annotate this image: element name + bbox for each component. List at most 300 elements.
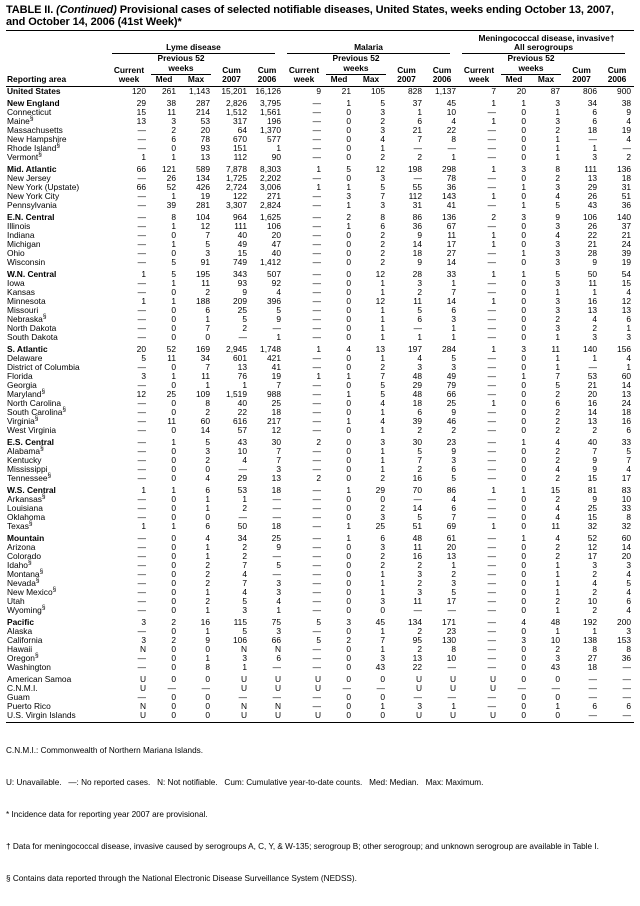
value-cell: 67 (446, 220, 457, 231)
value-cell: 188 (196, 295, 210, 306)
value-cell: 43 (587, 199, 598, 210)
value-cell: 5 (380, 388, 385, 399)
value-cell: — (137, 586, 146, 597)
value-cell: — (600, 711, 634, 723)
value-cell: 5 (555, 379, 561, 390)
value-cell: 40 (237, 229, 247, 240)
value-cell: 18 (587, 661, 598, 672)
value-cell: 111 (584, 163, 598, 174)
value-cell: 0 (346, 268, 351, 279)
value-cell: 2,945 (226, 343, 247, 354)
reporting-area-cell: New Hampshire (7, 133, 67, 144)
value-cell: 1,519 (226, 388, 247, 399)
value-cell: 1 (205, 502, 210, 513)
value-cell: — (238, 463, 247, 474)
value-cell: — (312, 190, 321, 201)
value-cell: 1,137 (435, 85, 457, 96)
value-cell: 7 (205, 361, 210, 372)
value-cell: 1 (346, 415, 351, 426)
value-cell: U (139, 673, 146, 684)
value-cell: 1 (380, 304, 385, 315)
value-cell: 0 (521, 559, 527, 570)
value-cell: 12 (621, 295, 632, 306)
value-cell: 53 (237, 484, 247, 495)
reporting-area-cell: Arkansas§ (7, 492, 46, 504)
value-cell: 8 (626, 511, 632, 522)
value-cell: — (312, 595, 321, 606)
value-cell: 1 (276, 604, 281, 615)
value-cell: 7 (380, 190, 385, 201)
value-cell: — (312, 445, 321, 456)
reporting-area-cell: Arizona (7, 541, 36, 552)
value-cell: 32 (587, 520, 598, 531)
value-cell: 0 (171, 700, 176, 711)
value-cell: 2 (205, 406, 210, 417)
value-cell: 10 (446, 106, 457, 117)
value-cell: 2 (555, 595, 561, 606)
col-header-current-week: Current week (459, 54, 499, 86)
value-cell: 1 (346, 370, 351, 381)
value-cell: 17 (587, 550, 598, 561)
value-cell: 33 (621, 436, 632, 447)
reporting-area-cell: Iowa (7, 277, 25, 288)
reporting-area-cell: New York City (7, 190, 60, 201)
value-cell: 1 (521, 268, 527, 279)
value-cell: 30 (271, 436, 281, 447)
value-cell: 1 (380, 568, 385, 579)
table-row (6, 162, 634, 174)
table-row (6, 333, 634, 342)
value-cell: — (272, 493, 281, 504)
value-cell: 7 (205, 322, 210, 333)
value-cell: 0 (521, 604, 527, 615)
value-cell: 2 (380, 151, 385, 162)
value-cell: 197 (408, 343, 422, 354)
value-cell: 1 (171, 370, 176, 381)
value-cell: — (447, 691, 457, 702)
value-cell: 7 (555, 370, 561, 381)
value-cell: 0 (529, 711, 563, 723)
value-cell: 2 (205, 454, 210, 465)
value-cell: 2 (555, 445, 561, 456)
value-cell: 298 (442, 163, 457, 174)
reporting-area-cell: C.N.M.I. (7, 682, 38, 693)
value-cell: 0 (171, 322, 176, 333)
value-cell: 1 (451, 331, 457, 342)
value-cell: 0 (346, 445, 351, 456)
value-cell: 5 (380, 379, 385, 390)
value-cell: 15 (136, 106, 146, 117)
value-cell: 52 (166, 343, 176, 354)
value-cell: 33 (621, 502, 632, 513)
value-cell: 0 (380, 691, 385, 702)
value-cell: — (487, 472, 497, 483)
value-cell: 2 (417, 151, 422, 162)
value-cell: — (312, 541, 321, 552)
value-cell: 3 (555, 652, 561, 663)
reporting-area-cell: New York (Upstate) (7, 181, 80, 192)
reporting-area-cell: Texas§ (7, 519, 33, 531)
value-cell: 45 (375, 616, 385, 627)
value-cell: — (487, 133, 497, 144)
value-cell: — (312, 151, 321, 162)
value-cell: 4 (380, 397, 385, 408)
value-cell: 13 (136, 115, 146, 126)
value-cell: 31 (412, 199, 422, 210)
value-cell: — (137, 415, 146, 426)
value-cell: 5 (276, 304, 281, 315)
value-cell: 1 (380, 424, 385, 435)
table-body (6, 86, 634, 722)
value-cell: 6 (592, 700, 598, 711)
value-cell: 0 (521, 415, 527, 426)
value-cell: 3 (380, 199, 385, 210)
value-cell: — (413, 172, 422, 183)
reporting-area-cell: Idaho§ (7, 558, 32, 570)
value-cell: 2 (205, 286, 210, 297)
value-cell: 5 (141, 352, 146, 363)
value-cell: 1 (242, 379, 247, 390)
value-cell: 11 (167, 352, 176, 363)
value-cell: 1 (592, 286, 598, 297)
value-cell: 66 (136, 163, 146, 174)
value-cell: 1 (171, 220, 176, 231)
value-cell: — (487, 361, 497, 372)
value-cell: 6 (626, 313, 632, 324)
value-cell: 3 (555, 295, 561, 306)
reporting-area-cell: Massachusetts (7, 124, 63, 135)
value-cell: 33 (446, 268, 457, 279)
value-cell: — (312, 322, 321, 333)
value-cell: — (487, 304, 497, 315)
value-cell: 15 (550, 484, 561, 495)
table-row (6, 267, 634, 279)
value-cell: 143 (442, 190, 457, 201)
value-cell: 95 (412, 634, 422, 645)
value-cell: — (137, 472, 146, 483)
reporting-area-cell: Wyoming§ (7, 603, 46, 615)
value-cell: 0 (346, 568, 351, 579)
value-cell: 0 (521, 142, 527, 153)
group-lyme-label: Lyme disease (112, 43, 275, 54)
value-cell: 138 (583, 634, 598, 645)
value-cell: 1 (316, 163, 321, 174)
value-cell: 4 (205, 472, 210, 483)
value-cell: 50 (587, 268, 598, 279)
value-cell: 2 (417, 286, 422, 297)
value-cell: — (487, 616, 497, 627)
value-cell: 50 (237, 520, 247, 531)
value-cell: 0 (346, 286, 351, 297)
value-cell: 2 (380, 472, 385, 483)
value-cell: 8 (592, 643, 598, 654)
value-cell: — (312, 532, 321, 543)
value-cell: 7 (276, 445, 281, 456)
value-cell: — (342, 682, 351, 693)
value-cell: 40 (587, 436, 598, 447)
value-cell: — (487, 220, 497, 231)
table-row (6, 606, 634, 615)
value-cell: 45 (446, 97, 457, 108)
value-cell: — (487, 199, 497, 210)
value-cell: 0 (346, 304, 351, 315)
value-cell: — (137, 445, 146, 456)
value-cell: — (312, 115, 321, 126)
value-cell: 0 (521, 220, 527, 231)
value-cell: 3 (380, 511, 385, 522)
value-cell: 120 (132, 85, 146, 96)
value-cell: 0 (346, 454, 351, 465)
footnote-dagger: † Data for meningococcal disease, invasive caused by serogroups A, C, Y, & W-135; serogroup B; other serogroup; and unknown serogroup are available in Table I. (6, 841, 599, 851)
value-cell: 2 (242, 502, 247, 513)
group-meningococcal-top: Meningococcal disease, invasive† (478, 32, 615, 43)
value-cell: 2 (171, 124, 176, 135)
value-cell: — (447, 142, 457, 153)
value-cell: — (312, 463, 321, 474)
value-cell: 1 (491, 268, 497, 279)
value-cell: 4 (276, 595, 281, 606)
value-cell: — (312, 586, 321, 597)
value-cell: 122 (233, 190, 247, 201)
value-cell: 20 (516, 85, 527, 96)
value-cell: — (137, 595, 146, 606)
value-cell: 93 (200, 142, 210, 153)
value-cell: 0 (205, 331, 210, 342)
value-cell: 16 (412, 550, 422, 561)
value-cell: 601 (233, 352, 247, 363)
value-cell: 0 (171, 673, 176, 684)
reporting-area-cell: Utah (7, 595, 25, 606)
value-cell: 0 (171, 511, 176, 522)
col-header-max: Max (529, 75, 563, 86)
value-cell: 20 (200, 124, 210, 135)
value-cell: 1 (555, 133, 561, 144)
value-cell: 0 (346, 379, 351, 390)
value-cell: 3 (521, 343, 527, 354)
value-cell: 171 (442, 616, 457, 627)
value-cell: 37 (621, 220, 632, 231)
value-cell: 1 (316, 370, 321, 381)
value-cell: 8,303 (260, 163, 281, 174)
value-cell: 1 (205, 586, 210, 597)
value-cell: 39 (621, 247, 632, 258)
value-cell: 20 (271, 229, 281, 240)
col-header-cum-2006: Cum 2006 (600, 54, 634, 86)
value-cell: 0 (521, 313, 527, 324)
value-cell: 0 (521, 511, 527, 522)
value-cell: 1 (555, 361, 561, 372)
value-cell: 2 (555, 541, 561, 552)
value-cell: 0 (346, 595, 351, 606)
value-cell: 0 (346, 550, 351, 561)
value-cell: 1 (242, 661, 247, 672)
value-cell: 5 (451, 472, 457, 483)
reporting-area-cell: Rhode Island§ (7, 141, 60, 153)
value-cell: 0 (324, 711, 354, 723)
value-cell: 26 (166, 172, 176, 183)
value-cell: 76 (237, 370, 247, 381)
value-cell: 2 (380, 115, 385, 126)
value-cell: 507 (267, 268, 281, 279)
reporting-area-cell: S. Atlantic (7, 343, 48, 354)
value-cell: 1 (491, 229, 497, 240)
value-cell: 30 (412, 436, 422, 447)
value-cell: — (312, 352, 321, 363)
value-cell: 3 (555, 247, 561, 258)
value-cell: — (487, 577, 497, 588)
value-cell: 36 (621, 199, 632, 210)
value-cell: 4 (555, 463, 561, 474)
value-cell: 169 (196, 343, 210, 354)
value-cell: 3 (592, 151, 598, 162)
value-cell: 4 (626, 286, 632, 297)
value-cell: 2 (171, 634, 176, 645)
value-cell: — (238, 331, 247, 342)
value-cell: 3 (417, 568, 422, 579)
value-cell: 40 (271, 247, 281, 258)
value-cell: 200 (617, 616, 632, 627)
value-cell: 7 (491, 85, 497, 96)
value-cell: 1 (451, 559, 457, 570)
value-cell: — (312, 199, 321, 210)
value-cell: 5 (417, 511, 422, 522)
value-cell: — (137, 493, 146, 504)
value-cell: 156 (617, 343, 632, 354)
value-cell: 7 (417, 133, 422, 144)
value-cell: 5 (626, 445, 632, 456)
value-cell: 18 (621, 406, 632, 417)
value-cell: 0 (171, 604, 176, 615)
value-cell: 1,370 (260, 124, 281, 135)
reporting-area-cell: Alaska (7, 625, 33, 636)
value-cell: — (312, 106, 321, 117)
value-cell: — (487, 700, 497, 711)
value-cell: — (487, 652, 497, 663)
value-cell: 4 (555, 532, 561, 543)
value-cell: 3 (380, 541, 385, 552)
value-cell: 7 (626, 454, 632, 465)
value-cell: 8 (205, 661, 210, 672)
value-cell: — (272, 502, 281, 513)
reporting-area-cell: Maine§ (7, 114, 34, 126)
col-header-previous-52-weeks: Previous 52 weeks (324, 54, 388, 75)
reporting-area-cell: Louisiana (7, 502, 43, 513)
value-cell: 4 (242, 568, 247, 579)
value-cell: 13 (587, 415, 598, 426)
value-cell: — (487, 247, 497, 258)
value-cell: 0 (521, 520, 527, 531)
value-cell: — (487, 313, 497, 324)
value-cell: 11 (413, 595, 422, 606)
value-cell: — (137, 322, 146, 333)
value-cell: — (137, 313, 146, 324)
value-cell: 0 (171, 454, 176, 465)
value-cell: 1 (141, 484, 146, 495)
value-cell: — (312, 652, 321, 663)
value-cell: 2 (316, 436, 321, 447)
value-cell: 43 (550, 661, 561, 672)
reporting-area-cell: Michigan (7, 238, 41, 249)
value-cell: 13 (587, 304, 598, 315)
value-cell: 49 (446, 370, 457, 381)
table-header (6, 34, 634, 87)
value-cell: 749 (233, 256, 247, 267)
value-cell: 1 (491, 484, 497, 495)
value-cell: 198 (408, 163, 422, 174)
value-cell: 36 (446, 181, 457, 192)
value-cell: 3 (242, 604, 247, 615)
value-cell: — (137, 361, 146, 372)
reporting-area-cell: Maryland§ (7, 387, 46, 399)
value-cell: 3 (171, 115, 176, 126)
value-cell: 0 (346, 361, 351, 372)
value-cell: 51 (412, 520, 422, 531)
value-cell: 1 (380, 331, 385, 342)
value-cell: 92 (271, 277, 281, 288)
value-cell: — (413, 322, 422, 333)
value-cell: U (489, 682, 497, 693)
value-cell: 2 (380, 238, 385, 249)
value-cell: 5 (555, 199, 561, 210)
value-cell: U (415, 673, 422, 684)
value-cell: — (312, 700, 321, 711)
value-cell: 0 (499, 711, 529, 723)
value-cell: 964 (233, 211, 247, 222)
value-cell: 1,725 (226, 172, 247, 183)
value-cell: 81 (587, 484, 598, 495)
value-cell: 2 (555, 424, 561, 435)
value-cell: 670 (233, 133, 247, 144)
value-cell: — (487, 331, 497, 342)
value-cell: 3 (592, 331, 598, 342)
value-cell: — (137, 511, 146, 522)
value-cell: 1 (242, 493, 247, 504)
value-cell: 1 (141, 268, 146, 279)
value-cell: U (274, 673, 281, 684)
value-cell: 7 (242, 559, 247, 570)
value-cell: 0 (346, 133, 351, 144)
value-cell: — (487, 322, 497, 333)
value-cell: — (487, 415, 497, 426)
value-cell: — (137, 229, 146, 240)
value-cell: 0 (149, 711, 179, 723)
value-cell: 112 (408, 190, 422, 201)
value-cell: 18 (271, 520, 281, 531)
value-cell: — (487, 379, 497, 390)
value-cell: 43 (237, 436, 247, 447)
reporting-area-cell: Washington (7, 661, 51, 672)
value-cell: 1 (346, 532, 351, 543)
value-cell: 11 (413, 541, 422, 552)
value-cell: 2 (380, 502, 385, 513)
value-cell: 22 (412, 661, 422, 672)
value-cell: 0 (521, 568, 527, 579)
value-cell: 1 (171, 484, 176, 495)
value-cell: 32 (621, 520, 632, 531)
value-cell: 0 (521, 700, 527, 711)
col-header-current-week: Current week (109, 54, 149, 86)
value-cell: 2 (626, 151, 632, 162)
col-header-cum-2006: Cum 2006 (425, 54, 459, 86)
value-cell: 3 (417, 586, 422, 597)
value-cell: — (137, 277, 146, 288)
value-cell: 1 (171, 190, 176, 201)
value-cell: 0 (521, 586, 527, 597)
value-cell: 4 (555, 436, 561, 447)
reporting-area-cell: Indiana (7, 229, 35, 240)
value-cell: — (312, 643, 321, 654)
value-cell: 1 (491, 295, 497, 306)
